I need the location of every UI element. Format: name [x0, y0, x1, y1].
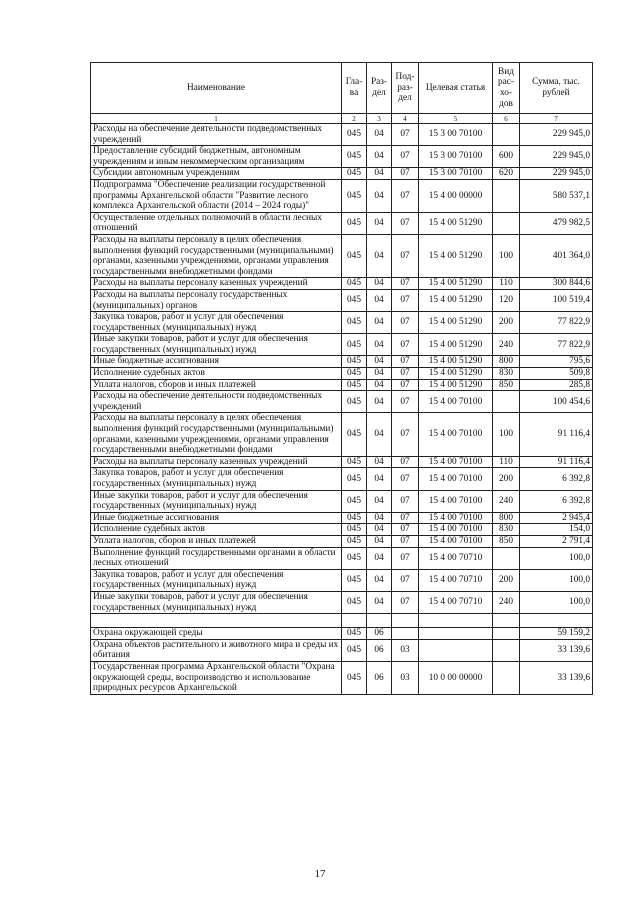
column-number: 5 — [419, 114, 493, 124]
cell-name: Расходы на выплаты персоналу государственных (муниципальных) органов — [91, 289, 342, 311]
cell-subsection: 07 — [392, 312, 419, 334]
cell-subsection: 07 — [392, 456, 419, 468]
cell-subsection: 07 — [392, 124, 419, 146]
cell-expense-type — [493, 614, 520, 628]
cell-section: 06 — [367, 639, 392, 661]
cell-target-article: 15 4 00 51290 — [419, 379, 493, 391]
cell-amount: 33 139,6 — [520, 661, 593, 694]
cell-section: 04 — [367, 356, 392, 368]
cell-name: Уплата налогов, сборов и иных платежей — [91, 535, 342, 547]
cell-expense-type: 830 — [493, 524, 520, 536]
cell-section: 04 — [367, 547, 392, 569]
cell-chapter: 045 — [342, 312, 367, 334]
cell-target-article: 15 4 00 51290 — [419, 289, 493, 311]
table-row — [91, 312, 593, 334]
cell-expense-type — [493, 124, 520, 146]
table-row — [91, 234, 593, 277]
table-row — [91, 278, 593, 290]
cell-subsection: 07 — [392, 391, 419, 413]
table-row — [91, 456, 593, 468]
budget-table — [90, 62, 593, 695]
cell-chapter: 045 — [342, 639, 367, 661]
cell-chapter: 045 — [342, 569, 367, 591]
column-number-row — [91, 114, 593, 124]
cell-chapter: 045 — [342, 356, 367, 368]
cell-name: Расходы на выплаты персоналу в целях обеспечения выполнения функций государственными (муниципальными) органами, казенными учреждениями, органами управления государственными внебюджетными фондами — [91, 234, 342, 277]
cell-section: 04 — [367, 179, 392, 212]
cell-expense-type: 240 — [493, 490, 520, 512]
table-row — [91, 334, 593, 356]
cell-name: Исполнение судебных актов — [91, 368, 342, 380]
table-row — [91, 124, 593, 146]
column-number: 2 — [342, 114, 367, 124]
header-name: Наименование — [91, 63, 342, 114]
cell-section: 04 — [367, 569, 392, 591]
table-row — [91, 628, 593, 640]
cell-target-article — [419, 628, 493, 640]
cell-amount: 401 364,0 — [520, 234, 593, 277]
cell-amount — [520, 614, 593, 628]
cell-chapter: 045 — [342, 524, 367, 536]
cell-target-article: 10 0 00 00000 — [419, 661, 493, 694]
cell-target-article: 15 4 00 70100 — [419, 456, 493, 468]
cell-chapter: 045 — [342, 535, 367, 547]
cell-name: Закупка товаров, работ и услуг для обеспечения государственных (муниципальных) нужд — [91, 312, 342, 334]
cell-name: Охрана объектов растительного и животного мира и среды их обитания — [91, 639, 342, 661]
cell-name: Расходы на выплаты персоналу в целях обеспечения выполнения функций государственными (муниципальными) органами, казенными учреждениями, органами управления государственными внебюджетными фондами — [91, 413, 342, 456]
cell-section: 04 — [367, 524, 392, 536]
cell-subsection: 07 — [392, 356, 419, 368]
cell-amount: 229 945,0 — [520, 168, 593, 180]
cell-chapter: 045 — [342, 628, 367, 640]
cell-target-article: 15 4 00 70100 — [419, 490, 493, 512]
cell-name: Иные бюджетные ассигнования — [91, 356, 342, 368]
cell-section: 04 — [367, 146, 392, 168]
cell-chapter: 045 — [342, 124, 367, 146]
cell-amount: 479 982,5 — [520, 212, 593, 234]
cell-target-article: 15 4 00 51290 — [419, 334, 493, 356]
cell-target-article: 15 4 00 51290 — [419, 368, 493, 380]
cell-section: 04 — [367, 490, 392, 512]
cell-chapter: 045 — [342, 212, 367, 234]
cell-section: 04 — [367, 334, 392, 356]
cell-name: Иные закупки товаров, работ и услуг для обеспечения государственных (муниципальных) нужд — [91, 591, 342, 613]
cell-subsection: 07 — [392, 413, 419, 456]
cell-chapter: 045 — [342, 168, 367, 180]
cell-subsection: 07 — [392, 490, 419, 512]
cell-target-article — [419, 614, 493, 628]
cell-amount: 229 945,0 — [520, 124, 593, 146]
cell-subsection: 07 — [392, 468, 419, 490]
cell-target-article: 15 4 00 70710 — [419, 547, 493, 569]
cell-section: 04 — [367, 413, 392, 456]
cell-name: Субсидии автономным учреждениям — [91, 168, 342, 180]
table-row — [91, 569, 593, 591]
cell-amount: 77 822,9 — [520, 334, 593, 356]
cell-name: Исполнение судебных актов — [91, 524, 342, 536]
cell-chapter: 045 — [342, 289, 367, 311]
cell-amount: 77 822,9 — [520, 312, 593, 334]
table-row — [91, 379, 593, 391]
cell-amount: 6 392,8 — [520, 468, 593, 490]
table-row — [91, 356, 593, 368]
cell-subsection: 07 — [392, 524, 419, 536]
cell-chapter: 045 — [342, 591, 367, 613]
cell-chapter: 045 — [342, 661, 367, 694]
cell-chapter: 045 — [342, 179, 367, 212]
cell-section: 04 — [367, 168, 392, 180]
header-target-article: Целевая статья — [419, 63, 493, 114]
table-row — [91, 289, 593, 311]
cell-target-article: 15 4 00 51290 — [419, 212, 493, 234]
cell-section: 04 — [367, 212, 392, 234]
cell-section: 04 — [367, 591, 392, 613]
cell-expense-type: 800 — [493, 512, 520, 524]
cell-subsection: 07 — [392, 179, 419, 212]
table-header-row — [91, 63, 593, 114]
cell-subsection: 07 — [392, 212, 419, 234]
cell-subsection: 07 — [392, 379, 419, 391]
cell-subsection: 07 — [392, 547, 419, 569]
cell-name: Расходы на обеспечение деятельности подведомственных учреждений — [91, 391, 342, 413]
cell-target-article: 15 3 00 70100 — [419, 168, 493, 180]
cell-chapter: 045 — [342, 413, 367, 456]
cell-target-article: 15 4 00 70100 — [419, 535, 493, 547]
cell-target-article: 15 4 00 70100 — [419, 524, 493, 536]
table-body — [91, 124, 593, 695]
cell-chapter: 045 — [342, 456, 367, 468]
cell-amount: 91 116,4 — [520, 456, 593, 468]
cell-section — [367, 614, 392, 628]
cell-name: Закупка товаров, работ и услуг для обеспечения государственных (муниципальных) нужд — [91, 468, 342, 490]
cell-chapter: 045 — [342, 278, 367, 290]
cell-amount: 300 844,6 — [520, 278, 593, 290]
cell-name: Расходы на обеспечение деятельности подведомственных учреждений — [91, 124, 342, 146]
column-number: 3 — [367, 114, 392, 124]
table-row — [91, 661, 593, 694]
cell-expense-type — [493, 179, 520, 212]
cell-target-article — [419, 639, 493, 661]
table-row — [91, 490, 593, 512]
cell-section: 04 — [367, 234, 392, 277]
header-amount: Сумма, тыс. рублей — [520, 63, 593, 114]
table-row — [91, 512, 593, 524]
cell-expense-type — [493, 661, 520, 694]
cell-chapter: 045 — [342, 490, 367, 512]
cell-target-article: 15 4 00 51290 — [419, 356, 493, 368]
cell-subsection: 07 — [392, 512, 419, 524]
cell-chapter — [342, 614, 367, 628]
cell-section: 06 — [367, 661, 392, 694]
cell-name: Иные закупки товаров, работ и услуг для обеспечения государственных (муниципальных) нужд — [91, 334, 342, 356]
cell-expense-type: 620 — [493, 168, 520, 180]
cell-name: Закупка товаров, работ и услуг для обеспечения государственных (муниципальных) нужд — [91, 569, 342, 591]
cell-amount: 100,0 — [520, 569, 593, 591]
cell-section: 04 — [367, 535, 392, 547]
cell-expense-type — [493, 391, 520, 413]
cell-target-article: 15 4 00 70710 — [419, 591, 493, 613]
cell-name: Расходы на выплаты персоналу казенных учреждений — [91, 278, 342, 290]
cell-expense-type: 600 — [493, 146, 520, 168]
cell-subsection: 07 — [392, 146, 419, 168]
column-number: 1 — [91, 114, 342, 124]
cell-subsection: 07 — [392, 569, 419, 591]
cell-chapter: 045 — [342, 379, 367, 391]
cell-target-article: 15 4 00 70100 — [419, 512, 493, 524]
cell-expense-type — [493, 547, 520, 569]
cell-subsection: 07 — [392, 334, 419, 356]
cell-expense-type: 830 — [493, 368, 520, 380]
header-section: Раз-дел — [367, 63, 392, 114]
cell-chapter: 045 — [342, 391, 367, 413]
cell-amount: 509,8 — [520, 368, 593, 380]
cell-amount: 580 537,1 — [520, 179, 593, 212]
cell-expense-type: 240 — [493, 591, 520, 613]
table-row — [91, 168, 593, 180]
table-row — [91, 524, 593, 536]
column-number: 7 — [520, 114, 593, 124]
cell-expense-type: 200 — [493, 569, 520, 591]
cell-amount: 59 159,2 — [520, 628, 593, 640]
cell-chapter: 045 — [342, 334, 367, 356]
cell-target-article: 15 3 00 70100 — [419, 124, 493, 146]
cell-expense-type: 100 — [493, 234, 520, 277]
cell-amount: 2 791,4 — [520, 535, 593, 547]
cell-section: 04 — [367, 512, 392, 524]
cell-section: 04 — [367, 124, 392, 146]
header-expense-type: Вид рас-хо-дов — [493, 63, 520, 114]
cell-name: Выполнение функций государственными органами в области лесных отношений — [91, 547, 342, 569]
cell-section: 04 — [367, 278, 392, 290]
cell-section: 04 — [367, 368, 392, 380]
cell-expense-type: 110 — [493, 278, 520, 290]
table-row — [91, 535, 593, 547]
table-row — [91, 179, 593, 212]
cell-amount: 2 945,4 — [520, 512, 593, 524]
cell-subsection: 07 — [392, 289, 419, 311]
cell-target-article: 15 4 00 51290 — [419, 234, 493, 277]
cell-name: Уплата налогов, сборов и иных платежей — [91, 379, 342, 391]
cell-section: 04 — [367, 391, 392, 413]
cell-target-article: 15 4 00 70100 — [419, 413, 493, 456]
column-number: 4 — [392, 114, 419, 124]
cell-expense-type — [493, 212, 520, 234]
table-row — [91, 639, 593, 661]
cell-subsection: 03 — [392, 661, 419, 694]
cell-expense-type — [493, 628, 520, 640]
cell-expense-type — [493, 639, 520, 661]
cell-section: 04 — [367, 456, 392, 468]
cell-name: Осуществление отдельных полномочий в области лесных отношений — [91, 212, 342, 234]
cell-expense-type: 850 — [493, 379, 520, 391]
cell-chapter: 045 — [342, 368, 367, 380]
cell-expense-type: 110 — [493, 456, 520, 468]
header-chapter: Гла-ва — [342, 63, 367, 114]
cell-amount: 33 139,6 — [520, 639, 593, 661]
page-number: 17 — [314, 868, 326, 880]
cell-name: Государственная программа Архангельской области "Охрана окружающей среды, воспроизводство и использование природных ресурсов Архангельской — [91, 661, 342, 694]
cell-expense-type: 200 — [493, 468, 520, 490]
cell-expense-type: 200 — [493, 312, 520, 334]
cell-amount: 100 454,6 — [520, 391, 593, 413]
cell-target-article: 15 4 00 51290 — [419, 278, 493, 290]
cell-expense-type: 800 — [493, 356, 520, 368]
cell-section: 04 — [367, 289, 392, 311]
cell-subsection: 07 — [392, 234, 419, 277]
header-subsection: Под-раз-дел — [392, 63, 419, 114]
cell-subsection: 07 — [392, 278, 419, 290]
cell-expense-type: 240 — [493, 334, 520, 356]
cell-target-article: 15 4 00 51290 — [419, 312, 493, 334]
table-row — [91, 413, 593, 456]
cell-subsection: 03 — [392, 639, 419, 661]
cell-name: Иные закупки товаров, работ и услуг для обеспечения государственных (муниципальных) нужд — [91, 490, 342, 512]
cell-name — [91, 614, 342, 628]
cell-subsection: 07 — [392, 535, 419, 547]
cell-amount: 795,6 — [520, 356, 593, 368]
cell-name: Предоставление субсидий бюджетным, автономным учреждениям и иным некоммерческим организациям — [91, 146, 342, 168]
table-row — [91, 212, 593, 234]
cell-amount: 91 116,4 — [520, 413, 593, 456]
cell-chapter: 045 — [342, 547, 367, 569]
cell-target-article: 15 4 00 70710 — [419, 569, 493, 591]
cell-amount: 6 392,8 — [520, 490, 593, 512]
cell-amount: 100,0 — [520, 547, 593, 569]
table-row — [91, 391, 593, 413]
table-row — [91, 547, 593, 569]
cell-subsection: 07 — [392, 168, 419, 180]
cell-target-article: 15 4 00 00000 — [419, 179, 493, 212]
table-row — [91, 368, 593, 380]
cell-amount: 229 945,0 — [520, 146, 593, 168]
cell-name: Подпрограмма "Обеспечение реализации государственной программы Архангельской области "Развитие лесного комплекса Архангельской области (2014 – 2024 годы)" — [91, 179, 342, 212]
cell-section: 04 — [367, 312, 392, 334]
table-row — [91, 468, 593, 490]
cell-name: Расходы на выплаты персоналу казенных учреждений — [91, 456, 342, 468]
cell-subsection — [392, 628, 419, 640]
cell-amount: 285,8 — [520, 379, 593, 391]
cell-target-article: 15 4 00 70100 — [419, 468, 493, 490]
cell-name: Охрана окружающей среды — [91, 628, 342, 640]
cell-amount: 154,0 — [520, 524, 593, 536]
column-number: 6 — [493, 114, 520, 124]
cell-subsection: 07 — [392, 591, 419, 613]
cell-section: 04 — [367, 379, 392, 391]
cell-chapter: 045 — [342, 468, 367, 490]
cell-amount: 100 519,4 — [520, 289, 593, 311]
cell-name: Иные бюджетные ассигнования — [91, 512, 342, 524]
cell-section: 04 — [367, 468, 392, 490]
table-row — [91, 146, 593, 168]
cell-section: 06 — [367, 628, 392, 640]
cell-expense-type: 100 — [493, 413, 520, 456]
cell-amount: 100,0 — [520, 591, 593, 613]
table-row — [91, 614, 593, 628]
cell-subsection — [392, 614, 419, 628]
cell-chapter: 045 — [342, 234, 367, 277]
cell-subsection: 07 — [392, 368, 419, 380]
table-row — [91, 591, 593, 613]
cell-expense-type: 850 — [493, 535, 520, 547]
cell-expense-type: 120 — [493, 289, 520, 311]
cell-target-article: 15 4 00 70100 — [419, 391, 493, 413]
cell-chapter: 045 — [342, 512, 367, 524]
cell-target-article: 15 3 00 70100 — [419, 146, 493, 168]
cell-chapter: 045 — [342, 146, 367, 168]
